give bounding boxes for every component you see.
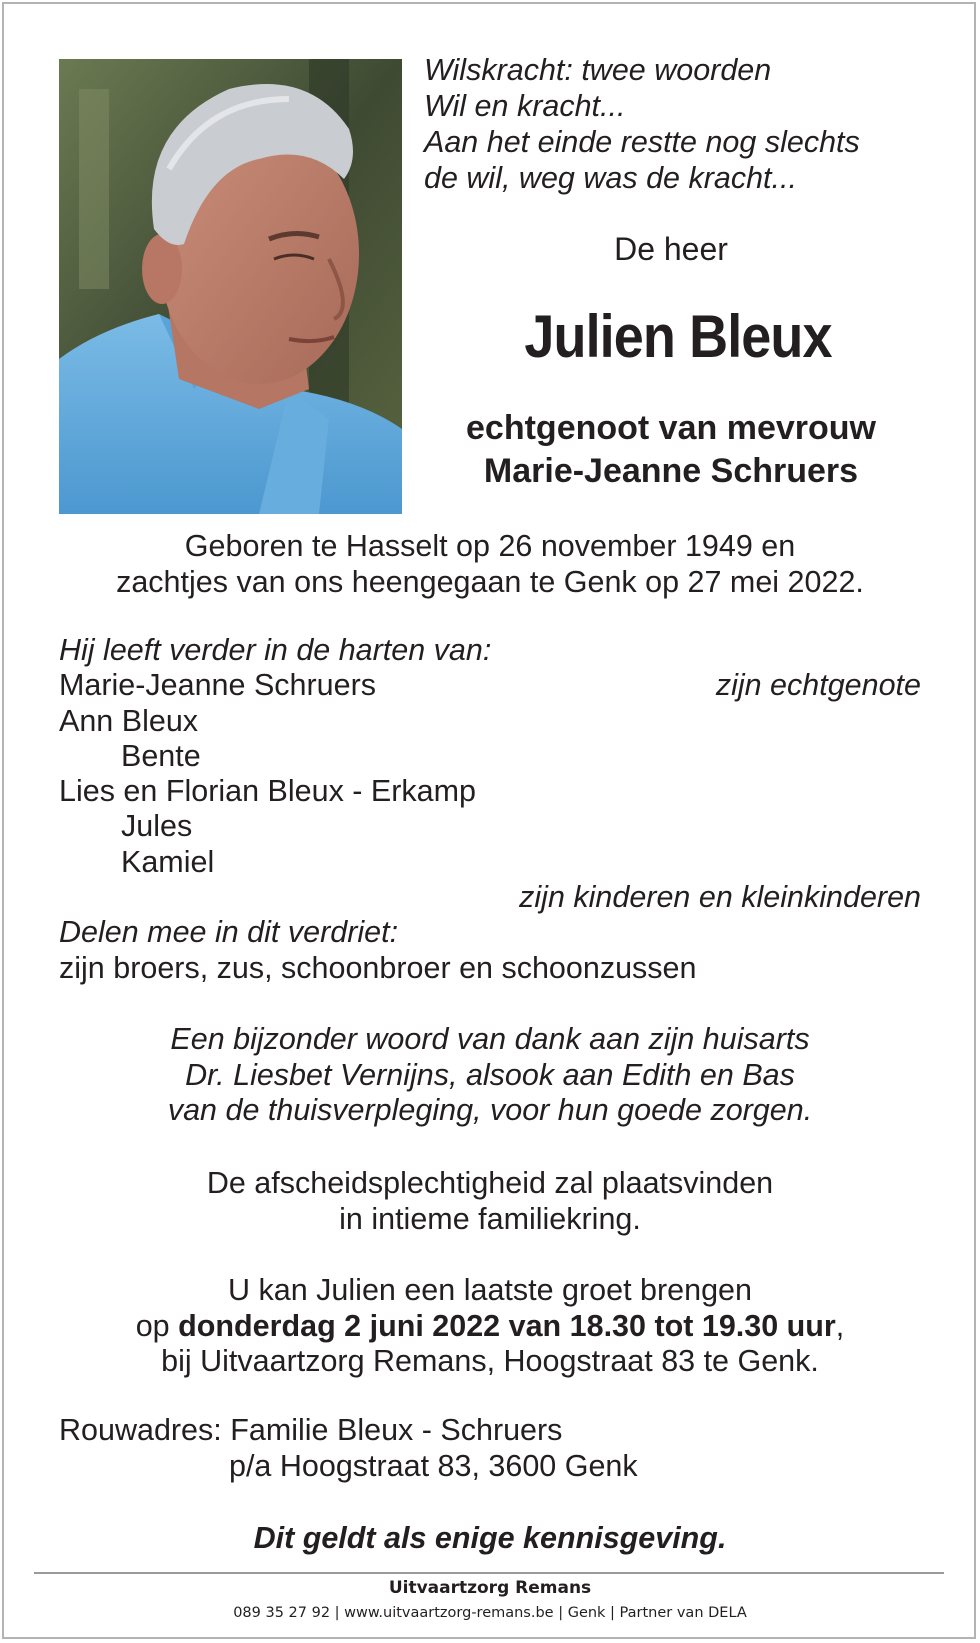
spouse-block [424, 407, 918, 493]
thanks-line: Een bijzonder woord van dank aan zijn huisarts [170, 1022, 810, 1056]
poem-line: de wil, weg was de kracht... [424, 161, 797, 195]
spouse-line-1: echtgenoot van mevrouw [466, 409, 876, 447]
list-item: Kamiel [121, 844, 215, 879]
visit-location-line: bij Uitvaartzorg Remans, Hoogstraat 83 te Genk. [161, 1344, 819, 1378]
spouse-line-2: Marie-Jeanne Schruers [483, 452, 859, 490]
ceremony-line: De afscheidsplechtigheid zal plaatsvinden [206, 1166, 774, 1200]
visit-line: U kan Julien een laatste groet brengen [228, 1273, 752, 1307]
death-line: zachtjes van ons heengegaan te Genk op 27 mei 2022. [116, 565, 864, 599]
address-line-1: Rouwadres: Familie Bleux - Schruers [59, 1413, 563, 1447]
thanks-line: Dr. Liesbet Vernijns, alsook aan Edith en Bas [185, 1057, 795, 1092]
ceremony-line: in intieme familiekring. [339, 1201, 641, 1236]
deceased-name: Julien Bleux [524, 303, 832, 370]
birth-death-info [0, 528, 980, 600]
funeral-home-contact: 089 35 27 92 | www.uitvaartzorg-remans.be | Genk | Partner van DELA [233, 1605, 747, 1621]
children-role: zijn kinderen en kleinkinderen [519, 880, 921, 915]
portrait-illustration [59, 59, 402, 514]
share-intro: Delen mee in dit verdriet: [59, 915, 399, 950]
share-text: zijn broers, zus, schoonbroer en schoonzussen [59, 950, 697, 985]
spouse-name: Marie-Jeanne Schruers [59, 668, 377, 703]
portrait-photo [59, 59, 402, 514]
visit-datetime: donderdag 2 juni 2022 van 18.30 tot 19.30 uur [178, 1308, 836, 1343]
list-item: Ann Bleux [59, 703, 199, 738]
mourning-address [59, 1413, 921, 1484]
notice-statement: Dit geldt als enige kennisgeving. [253, 1521, 727, 1555]
poem-line: Wil en kracht... [424, 89, 626, 123]
visitation-info [0, 1273, 980, 1380]
visit-datetime-line [0, 1309, 980, 1345]
visit-suffix: , [835, 1308, 845, 1343]
thanks-message [0, 1022, 980, 1129]
visit-prefix: op [135, 1308, 179, 1343]
list-item: Bente [121, 738, 201, 773]
poem-line: Aan het einde restte nog slechts [424, 125, 860, 159]
spouse-role: zijn echtgenote [715, 668, 921, 703]
poem [424, 52, 944, 196]
list-item: Lies en Florian Bleux - Erkamp [59, 774, 477, 809]
survivors-list [59, 633, 921, 986]
thanks-line: van de thuisverpleging, voor hun goede zorgen. [167, 1093, 813, 1127]
list-item [59, 880, 921, 915]
poem-line: Wilskracht: twee woorden [424, 53, 772, 87]
list-item [59, 668, 921, 703]
birth-line: Geboren te Hasselt op 26 november 1949 en [184, 529, 796, 563]
footer-divider [34, 1572, 944, 1574]
ceremony-info [0, 1166, 980, 1237]
list-item: Jules [121, 809, 193, 844]
funeral-home-name: Uitvaartzorg Remans [388, 1578, 592, 1598]
salutation: De heer [614, 231, 728, 267]
address-line-2: p/a Hoogstraat 83, 3600 Genk [229, 1448, 638, 1483]
survivors-intro: Hij leeft verder in de harten van: [59, 633, 492, 667]
